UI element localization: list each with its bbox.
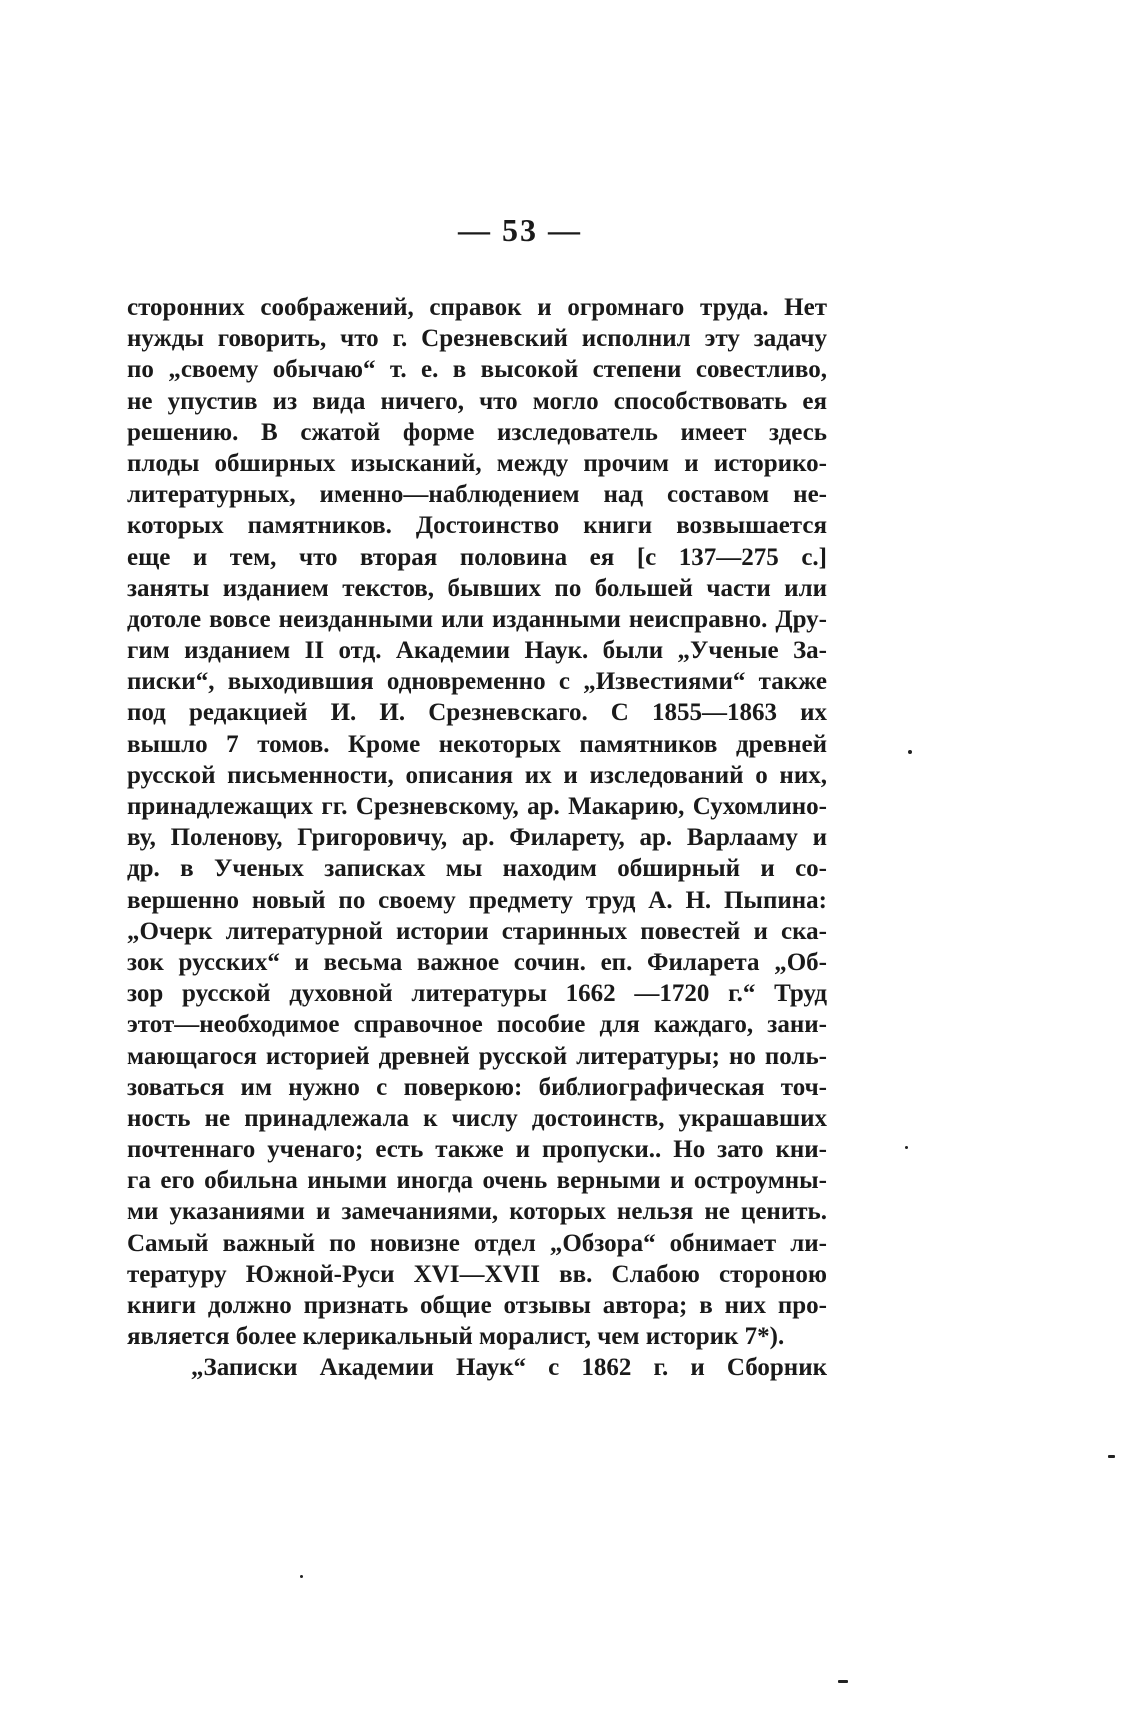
text-line: заняты изданием текстов, бывших по большей части или <box>127 574 827 602</box>
text-line: плоды обширных изысканий, между прочим и историко- <box>127 449 827 477</box>
text-line: дотоле вовсе неизданными или изданными неисправно. Дру- <box>127 605 827 633</box>
scan-speck <box>300 1575 303 1578</box>
text-line: под редакцией И. И. Срезневскаго. С 1855—1863 их <box>127 699 827 727</box>
text-line: книги должно признать общие отзывы автора; в них про- <box>127 1292 827 1319</box>
text-line: по „своему обычаю“ т. е. в высокой степени совестливо, <box>127 356 827 384</box>
text-line: зор русской духовной литературы 1662 —1720 г.“ Труд <box>127 980 827 1008</box>
text-line: не упустив из вида ничего, что могло способствовать ея <box>127 387 827 415</box>
text-line: принадлежащих гг. Срезневскому, ар. Макарию, Сухомлино- <box>127 793 827 820</box>
text-line: гим изданием II отд. Академии Наук. были „Ученые За- <box>127 637 827 665</box>
scan-speck <box>838 1680 848 1683</box>
text-line: является более клерикальный моралист, чем историк 7*). <box>127 1323 785 1351</box>
text-line: этот—необходимое справочное пособие для каждаго, зани- <box>127 1011 827 1039</box>
scan-speck <box>1108 1455 1115 1458</box>
text-line: зок русских“ и весьма важное сочин. еп. Филарета „Об- <box>127 948 827 976</box>
text-line: Самый важный по новизне отдел „Обзора“ обнимает ли- <box>127 1229 827 1257</box>
text-line: сторонних соображений, справок и огромнаго труда. Нет <box>127 294 827 321</box>
body-text <box>127 292 827 1384</box>
scan-speck <box>905 1146 908 1149</box>
text-line: вышло 7 томов. Кроме некоторых памятников древней <box>127 730 827 758</box>
text-line: зоваться им нужно с поверкою: библиографическая точ- <box>127 1073 827 1101</box>
text-line: вершенно новый по своему предмету труд А. Н. Пыпина: <box>127 886 827 914</box>
text-line: решению. В сжатой форме изследователь имеет здесь <box>127 418 827 446</box>
text-line: „Очерк литературной истории старинных повестей и ска- <box>127 917 827 945</box>
text-line: мающагося историей древней русской литературы; но поль- <box>127 1042 827 1070</box>
text-line: тературу Южной-Руси XVI—XVII вв. Слабою стороною <box>127 1260 827 1288</box>
text-line: др. в Ученых записках мы находим обширный и со- <box>127 855 827 883</box>
text-line: ми указаниями и замечаниями, которых нельзя не ценить. <box>127 1198 827 1226</box>
text-line: русской письменности, описания их и изследований о них, <box>127 761 827 789</box>
text-line: „Записки Академии Наук“ с 1862 г. и Сборник <box>191 1354 827 1382</box>
text-line: нужды говорить, что г. Срезневский исполнил эту задачу <box>127 325 827 353</box>
scan-speck <box>908 750 912 754</box>
text-line: почтеннаго ученаго; есть также и пропуски.. Но зато кни- <box>127 1136 827 1164</box>
text-line: ность не принадлежала к числу достоинств, украшавших <box>127 1104 827 1132</box>
page-number: — 53 — <box>458 212 582 248</box>
text-line: га его обильна иными иногда очень верными и остроумны- <box>127 1167 827 1195</box>
text-line: еще и тем, что вторая половина ея [с 137—275 с.] <box>127 543 827 571</box>
text-line: писки“, выходившия одновременно с „Известиями“ также <box>127 668 827 696</box>
text-line: ву, Поленову, Григоровичу, ар. Филарету, ар. Варлааму и <box>127 824 827 852</box>
text-line: литературных, именно—наблюдением над составом не- <box>127 481 827 509</box>
text-line: которых памятников. Достоинство книги возвышается <box>127 512 827 540</box>
